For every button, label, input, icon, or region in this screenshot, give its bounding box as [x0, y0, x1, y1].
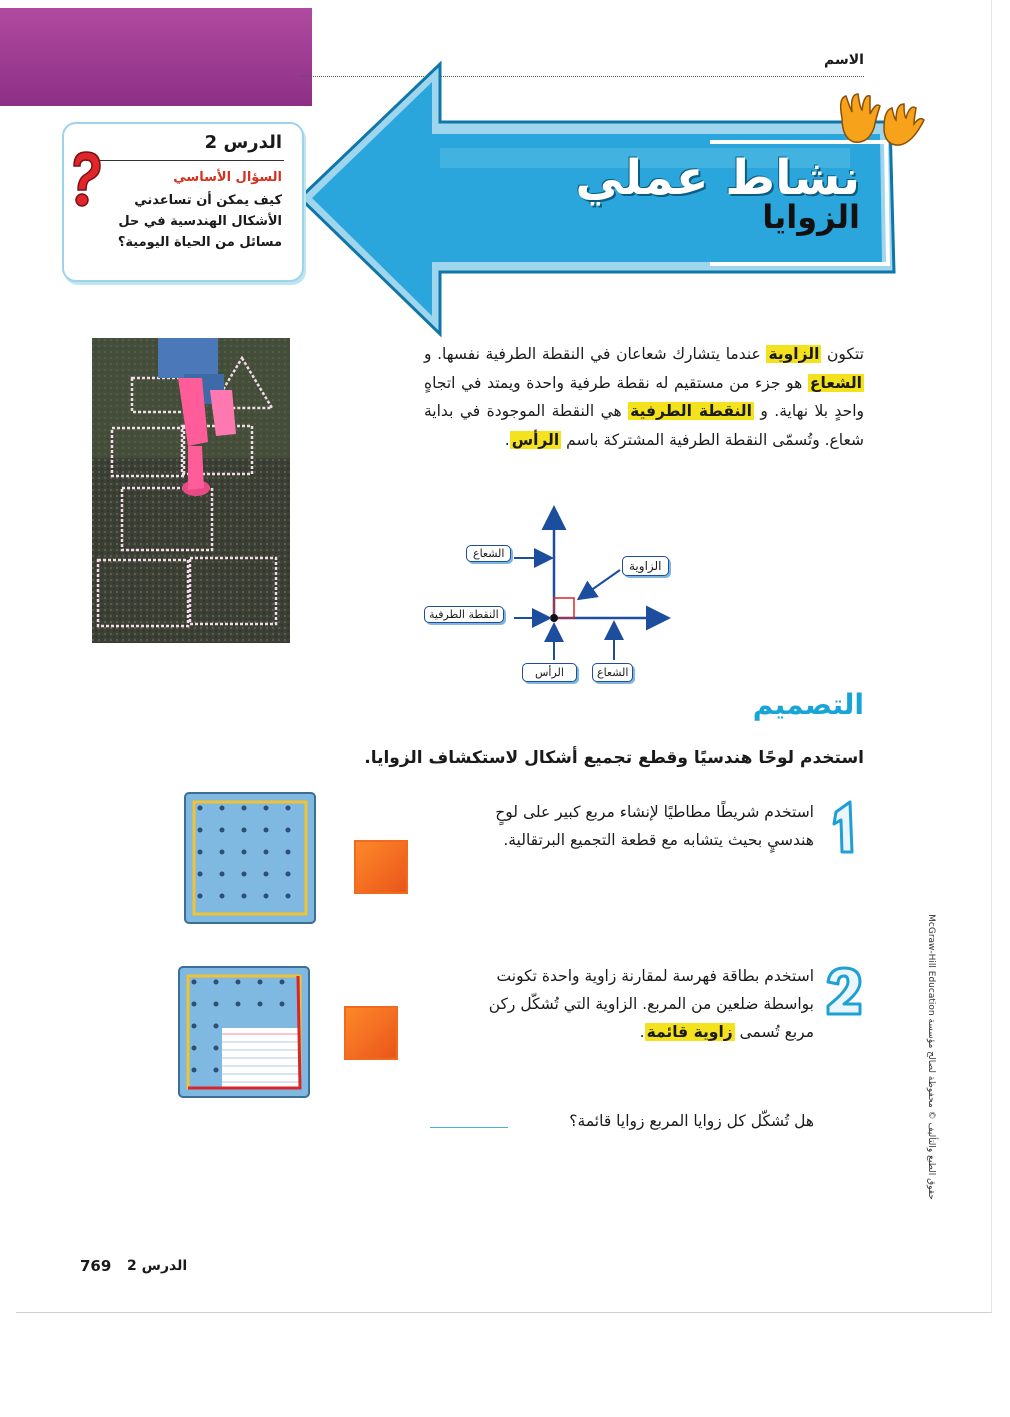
essential-question-label: السؤال الأساسي [173, 170, 282, 185]
geoboard-1 [184, 792, 316, 924]
term-endpoint: النقطة الطرفية [630, 402, 752, 420]
copyright-sidebar: McGraw-Hill Education حقوق الطبع والتأليف © محفوظة لصالح مؤسسة [926, 914, 936, 1200]
essential-question-text: كيف يمكن أن تساعدني الأشكال الهندسية في حل مسائل من الحياة اليومية؟ [117, 193, 282, 250]
orange-square-piece-1 [354, 840, 408, 894]
label-endpoint: النقطة الطرفية [424, 606, 504, 623]
lesson-divider [86, 160, 284, 161]
answer-line[interactable] [430, 1127, 508, 1128]
term-ray: الشعاع [809, 373, 862, 392]
question-mark-icon [68, 150, 102, 210]
term-angle: الزاوية [768, 345, 820, 363]
step-1-number-icon [822, 798, 866, 858]
hero-title: نشاط عملي [575, 150, 860, 206]
term-vertex: الرأس [511, 430, 560, 449]
step-1-text: استخدم شريطًا مطاطيًا لإنشاء مربع كبير على لوحٍ هندسيٍ بحيث يتشابه مع قطعة التجميع البرتقالية. [495, 803, 814, 849]
hopscotch-photo [92, 338, 290, 643]
intro-paragraph: تتكون الزاوية عندما يتشارك شعاعان في النقطة الطرفية نفسها. و الشعاع هو جزء من مستقيم له نقطة طرفية واحدة ويمتد في اتجاهٍ واحدٍ بلا نهاية. و النقطة الطرفية هي النقطة الموجودة في بداية شعاع. وتُسمّى النقطة الطرفية المشتركة باسم الرأس. [424, 345, 864, 449]
angle-diagram [410, 500, 700, 705]
label-angle: الزاوية [622, 556, 669, 576]
name-label: الاسم [824, 52, 864, 68]
hero-subtitle: الزوايا [762, 198, 860, 236]
geoboard-2 [178, 966, 310, 1098]
page-number: 769 [80, 1257, 112, 1275]
footer-lesson: الدرس 2 [127, 1258, 188, 1274]
label-ray-left: الشعاع [466, 545, 511, 562]
orange-square-piece-2 [344, 1006, 398, 1060]
step-2-number-icon [822, 964, 866, 1024]
header-color-band [0, 8, 312, 106]
hands-icon [832, 88, 926, 148]
question-text: هل تُشكّل كل زوايا المربع زوايا قائمة؟ [569, 1112, 814, 1130]
term-right-angle: زاوية قائمة [646, 1023, 733, 1041]
label-ray-bottom: الشعاع [592, 663, 633, 682]
design-instruction: استخدم لوحًا هندسيًا وقطع تجميع أشكال لاستكشاف الزوايا. [364, 748, 864, 768]
lesson-title: الدرس 2 [204, 132, 282, 153]
design-heading: التصميم [752, 688, 864, 721]
label-vertex: الرأس [522, 663, 577, 682]
step-2-text: استخدم بطاقة فهرسة لمقارنة زاوية واحدة تكونت بواسطة ضلعين من المربع. الزاوية التي تُشكّل ركن مربع تُسمى زاوية قائمة. [488, 967, 814, 1041]
